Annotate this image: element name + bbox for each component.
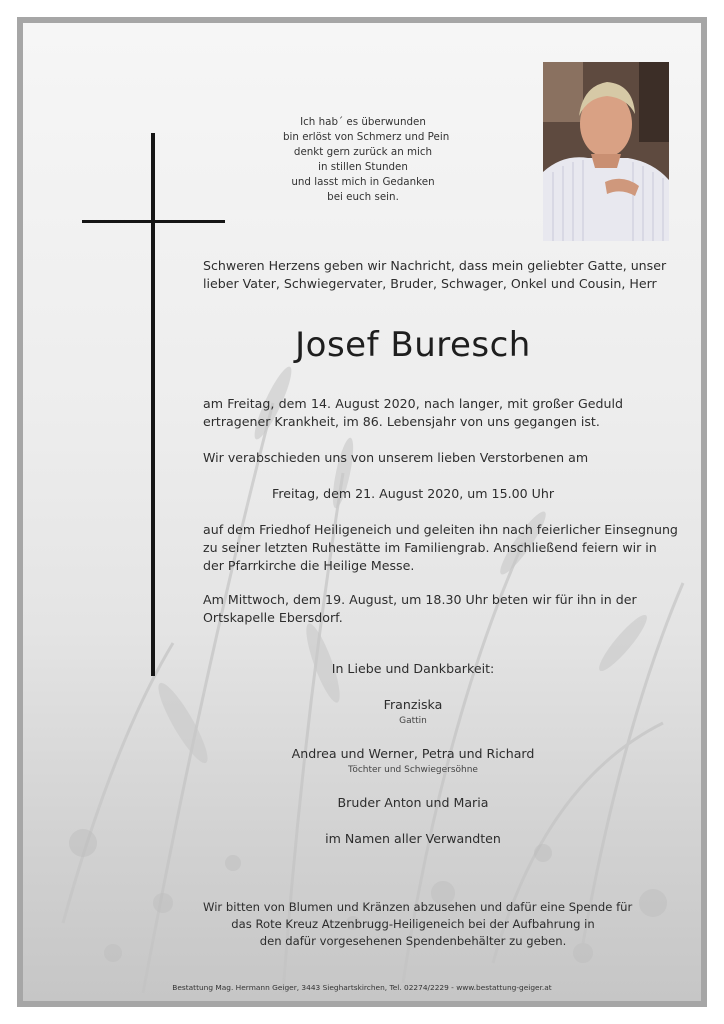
cross-icon [151, 133, 155, 676]
intro-line-2: lieber Vater, Schwiegervater, Bruder, Schwager, Onkel und Cousin, Herr [203, 276, 657, 291]
death-line-1: am Freitag, dem 14. August 2020, nach langer, mit großer Geduld [203, 396, 623, 411]
closing-text: In Liebe und Dankbarkeit: [331, 661, 495, 676]
mourner-name: Andrea und Werner, Petra und Richard [291, 746, 535, 761]
poem-line: in stillen Stunden [318, 161, 408, 173]
funeral-date: Freitag, dem 21. August 2020, um 15.00 Uhr [272, 486, 554, 501]
farewell-text: Wir verabschieden uns von unserem lieben Verstorbenen am [203, 450, 589, 465]
poem-line: und lasst mich in Gedanken [291, 176, 435, 188]
donation-line-2: das Rote Kreuz Atzenbrugg-Heiligeneich bei der Aufbahrung in [231, 917, 595, 931]
intro-line-1: Schweren Herzens geben wir Nachricht, dass mein geliebter Gatte, unser [203, 258, 667, 273]
mourner-relation: Töchter und Schwiegersöhne [348, 765, 478, 775]
mourner-relation: Gattin [399, 716, 427, 726]
portrait-photo [543, 62, 669, 241]
cemetery-line-1: auf dem Friedhof Heiligeneich und geleiten ihn nach feierlicher Einsegnung [203, 522, 678, 537]
poem-line: Ich hab´ es überwunden [300, 116, 426, 128]
poem-line: bei euch sein. [327, 191, 399, 203]
cross-bar [82, 220, 225, 223]
cemetery-line-3: der Pfarrkirche die Heilige Messe. [203, 558, 415, 573]
poem-line: bin erlöst von Schmerz und Pein [283, 131, 450, 143]
mourner-name: im Namen aller Verwandten [325, 831, 501, 846]
obituary-card [17, 17, 707, 1007]
donation-line-3: den dafür vorgesehenen Spendenbehälter zu geben. [259, 934, 567, 948]
prayer-line-2: Ortskapelle Ebersdorf. [203, 610, 343, 625]
cemetery-line-2: zu seiner letzten Ruhestätte im Familiengrab. Anschließend feiern wir in [203, 540, 657, 555]
poem [283, 115, 450, 205]
deceased-name: Josef Buresch [295, 325, 531, 365]
prayer-line-1: Am Mittwoch, dem 19. August, um 18.30 Uhr beten wir für ihn in der [203, 592, 637, 607]
footer-imprint: Bestattung Mag. Hermann Geiger, 3443 Sieghartskirchen, Tel. 02274/2229 - www.bestattung-geiger.at [172, 983, 552, 992]
mourner-name: Franziska [383, 697, 443, 712]
poem-line: denkt gern zurück an mich [293, 146, 433, 158]
donation-line-1: Wir bitten von Blumen und Kränzen abzusehen und dafür eine Spende für [203, 900, 633, 914]
death-line-2: ertragener Krankheit, im 86. Lebensjahr von uns gegangen ist. [203, 414, 600, 429]
mourner-name: Bruder Anton und Maria [337, 795, 489, 810]
